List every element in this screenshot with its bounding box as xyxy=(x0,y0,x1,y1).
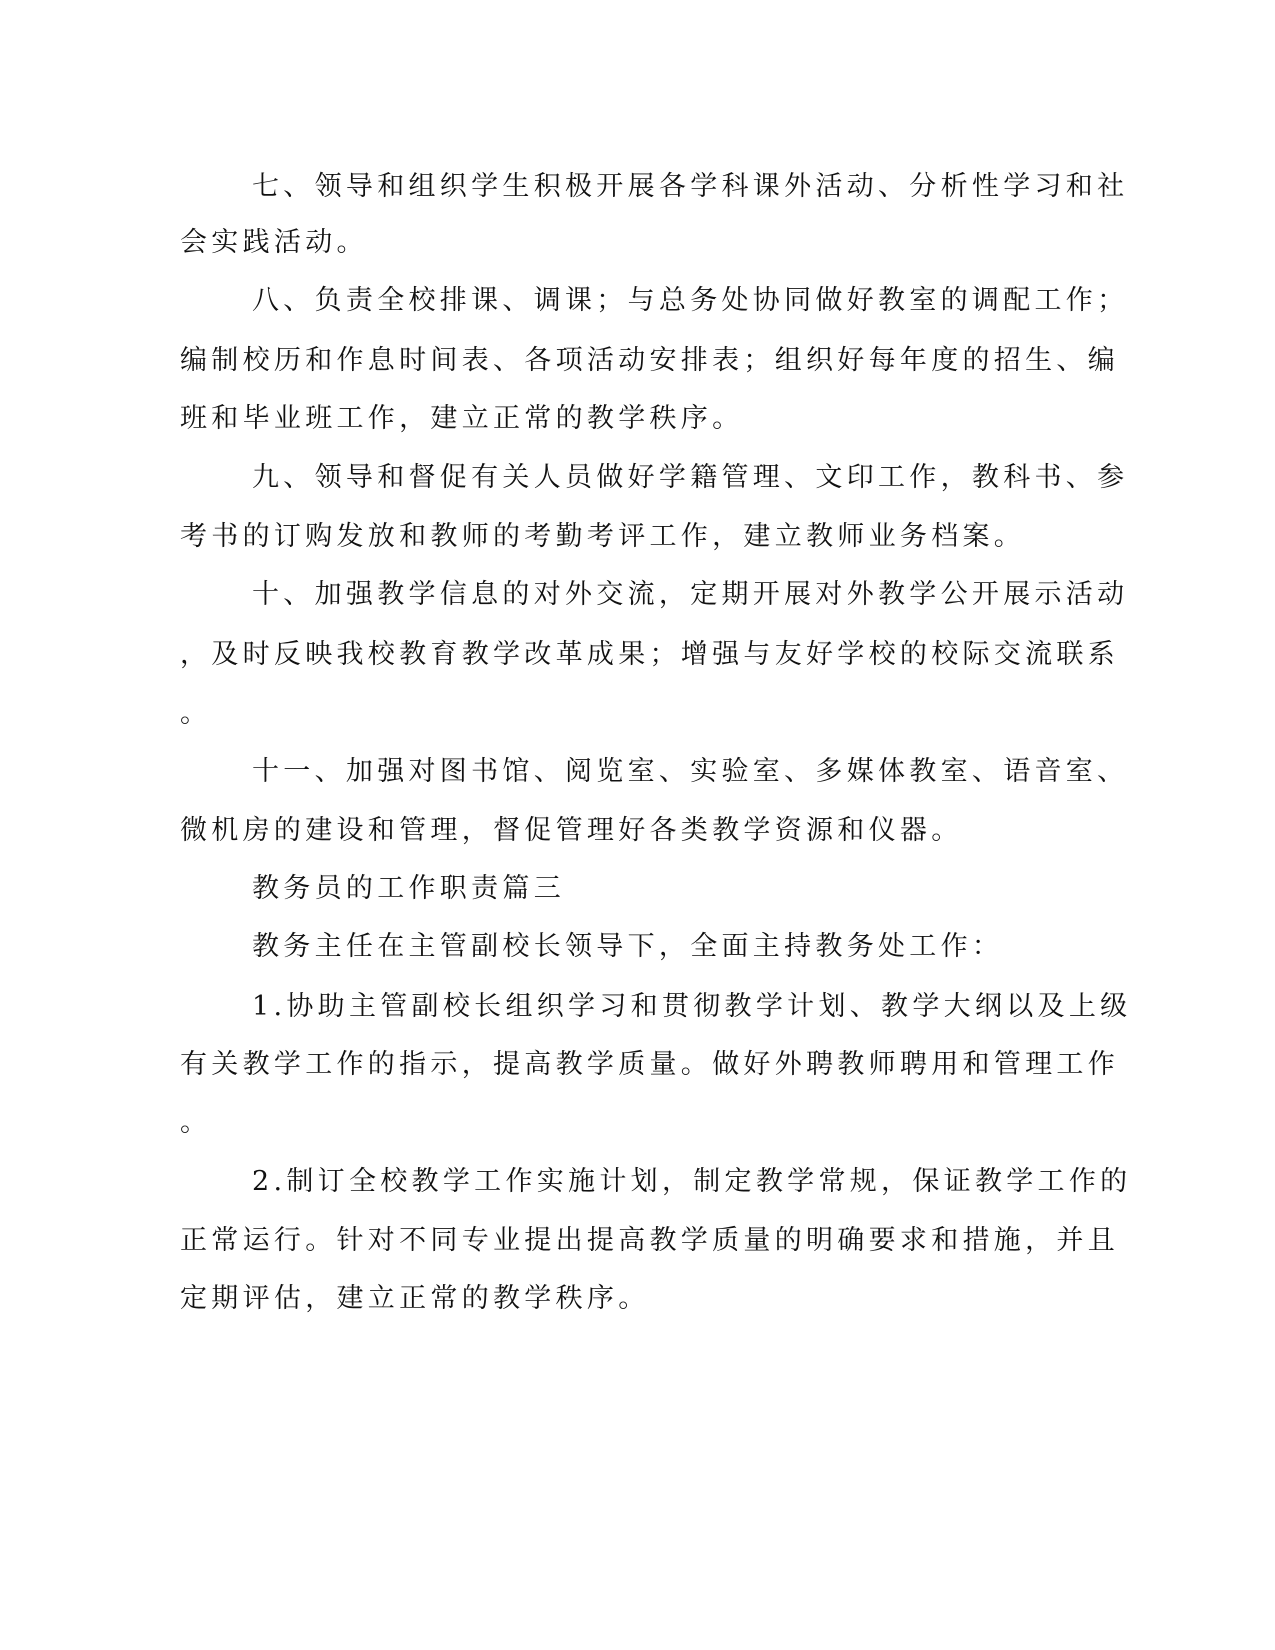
text-line: 教务主任在主管副校长领导下，全面主持教务处工作： xyxy=(252,931,1004,962)
text-line: 。 xyxy=(180,698,212,729)
text-line: 九、领导和督促有关人员做好学籍管理、文印工作，教科书、参 xyxy=(252,462,1129,493)
text-line: 有关教学工作的指示，提高教学质量。做好外聘教师聘用和管理工作 xyxy=(180,1049,1119,1080)
text-line: 会实践活动。 xyxy=(180,227,368,258)
text-line: 编制校历和作息时间表、各项活动安排表；组织好每年度的招生、编 xyxy=(180,345,1119,376)
text-line: 考书的订购发放和教师的考勤考评工作，建立教师业务档案。 xyxy=(180,521,1026,552)
text-line: 十一、加强对图书馆、阅览室、实验室、多媒体教室、语音室、 xyxy=(252,756,1129,787)
text-line: 1.协助主管副校长组织学习和贯彻教学计划、教学大纲以及上级 xyxy=(252,991,1132,1022)
text-line: 微机房的建设和管理，督促管理好各类教学资源和仪器。 xyxy=(180,815,963,846)
section-heading: 教务员的工作职责篇三 xyxy=(252,873,565,904)
text-line: 2.制订全校教学工作实施计划，制定教学常规，保证教学工作的 xyxy=(252,1166,1132,1197)
text-line: 定期评估，建立正常的教学秩序。 xyxy=(180,1283,650,1314)
text-line: 八、负责全校排课、调课；与总务处协同做好教室的调配工作； xyxy=(252,285,1129,316)
text-line: 十、加强教学信息的对外交流，定期开展对外教学公开展示活动 xyxy=(252,579,1129,610)
text-line: 七、领导和组织学生积极开展各学科课外活动、分析性学习和社 xyxy=(252,171,1129,202)
text-line: 。 xyxy=(180,1107,212,1138)
text-line: ，及时反映我校教育教学改革成果；增强与友好学校的校际交流联系 xyxy=(180,639,1119,670)
text-line: 班和毕业班工作，建立正常的教学秩序。 xyxy=(180,403,744,434)
text-line: 正常运行。针对不同专业提出提高教学质量的明确要求和措施，并且 xyxy=(180,1225,1119,1256)
